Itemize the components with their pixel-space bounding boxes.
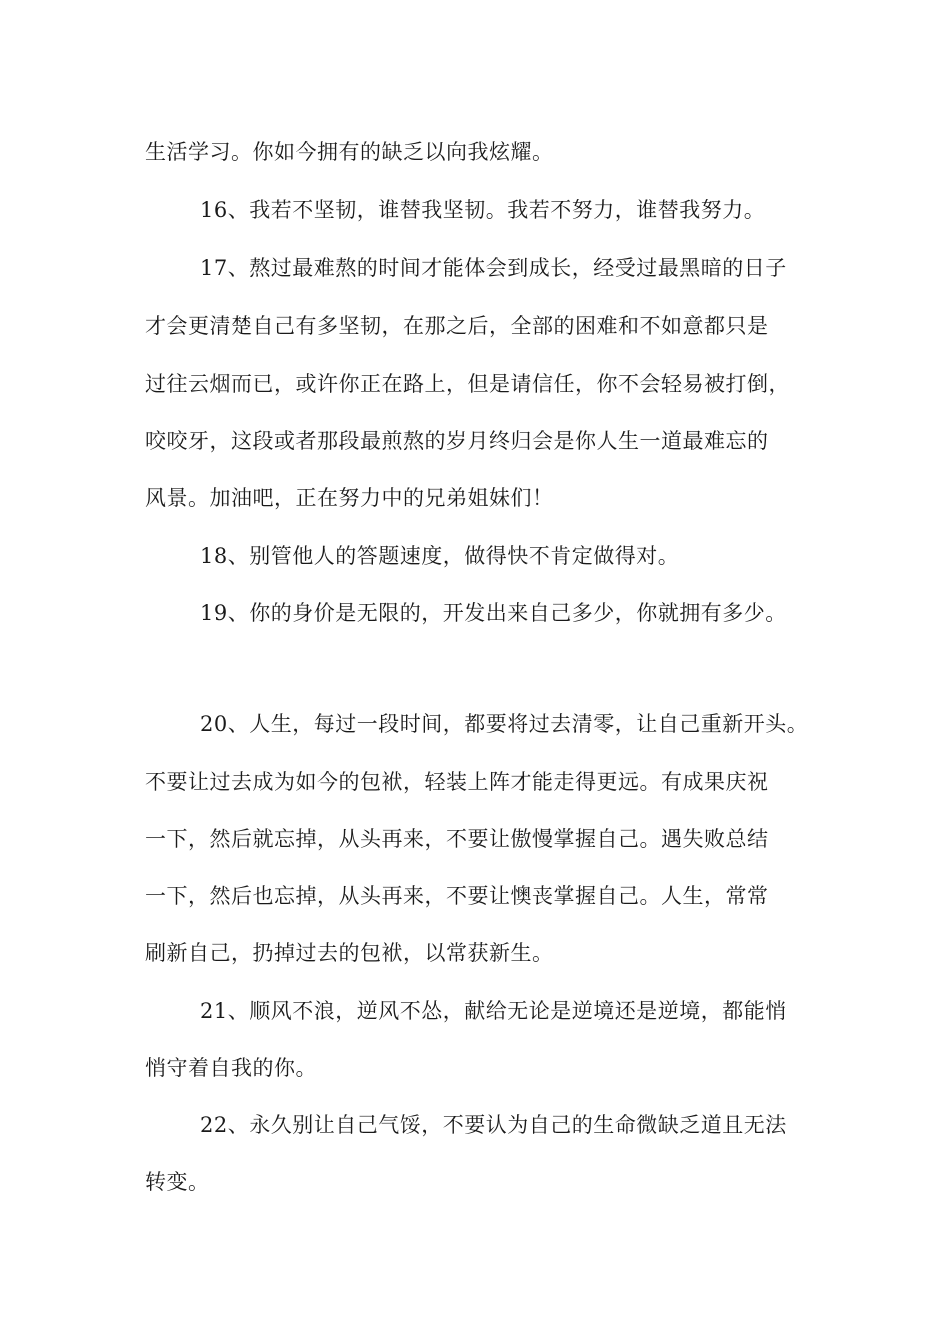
text-line: 18、别管他人的答题速度，做得快不肯定做得对。: [200, 544, 680, 568]
text-line: 一下，然后就忘掉，从头再来，不要让傲慢掌握自己。遇失败总结: [145, 827, 769, 851]
text-line: 风景。加油吧，正在努力中的兄弟姐妹们！: [145, 486, 554, 510]
text-line: 21、顺风不浪，逆风不怂，献给无论是逆境还是逆境，都能悄: [200, 999, 787, 1023]
text-line: 生活学习。你如今拥有的缺乏以向我炫耀。: [145, 140, 554, 164]
text-line: 19、你的身价是无限的，开发出来自己多少，你就拥有多少。: [200, 601, 787, 625]
text-line: 20、人生，每过一段时间，都要将过去清零，让自己重新开头。: [200, 712, 809, 736]
text-line: 22、永久别让自己气馁，不要认为自己的生命微缺乏道且无法: [200, 1113, 787, 1137]
text-line: 刷新自己，扔掉过去的包袱，以常获新生。: [145, 941, 554, 965]
text-line: 不要让过去成为如今的包袱，轻装上阵才能走得更远。有成果庆祝: [145, 770, 769, 794]
text-line: 17、熬过最难熬的时间才能体会到成长，经受过最黑暗的日子: [200, 256, 787, 280]
text-line: 悄守着自我的你。: [145, 1056, 317, 1080]
text-line: 一下，然后也忘掉，从头再来，不要让懊丧掌握自己。人生，常常: [145, 884, 769, 908]
text-line: 16、我若不坚韧，谁替我坚韧。我若不努力，谁替我努力。: [200, 198, 766, 222]
text-line: 转变。: [145, 1170, 210, 1194]
text-line: 才会更清楚自己有多坚韧，在那之后，全部的困难和不如意都只是: [145, 314, 769, 338]
text-line: 咬咬牙，这段或者那段最煎熬的岁月终归会是你人生一道最难忘的: [145, 429, 769, 453]
text-line: 过往云烟而已，或许你正在路上，但是请信任，你不会轻易被打倒，: [145, 372, 790, 396]
